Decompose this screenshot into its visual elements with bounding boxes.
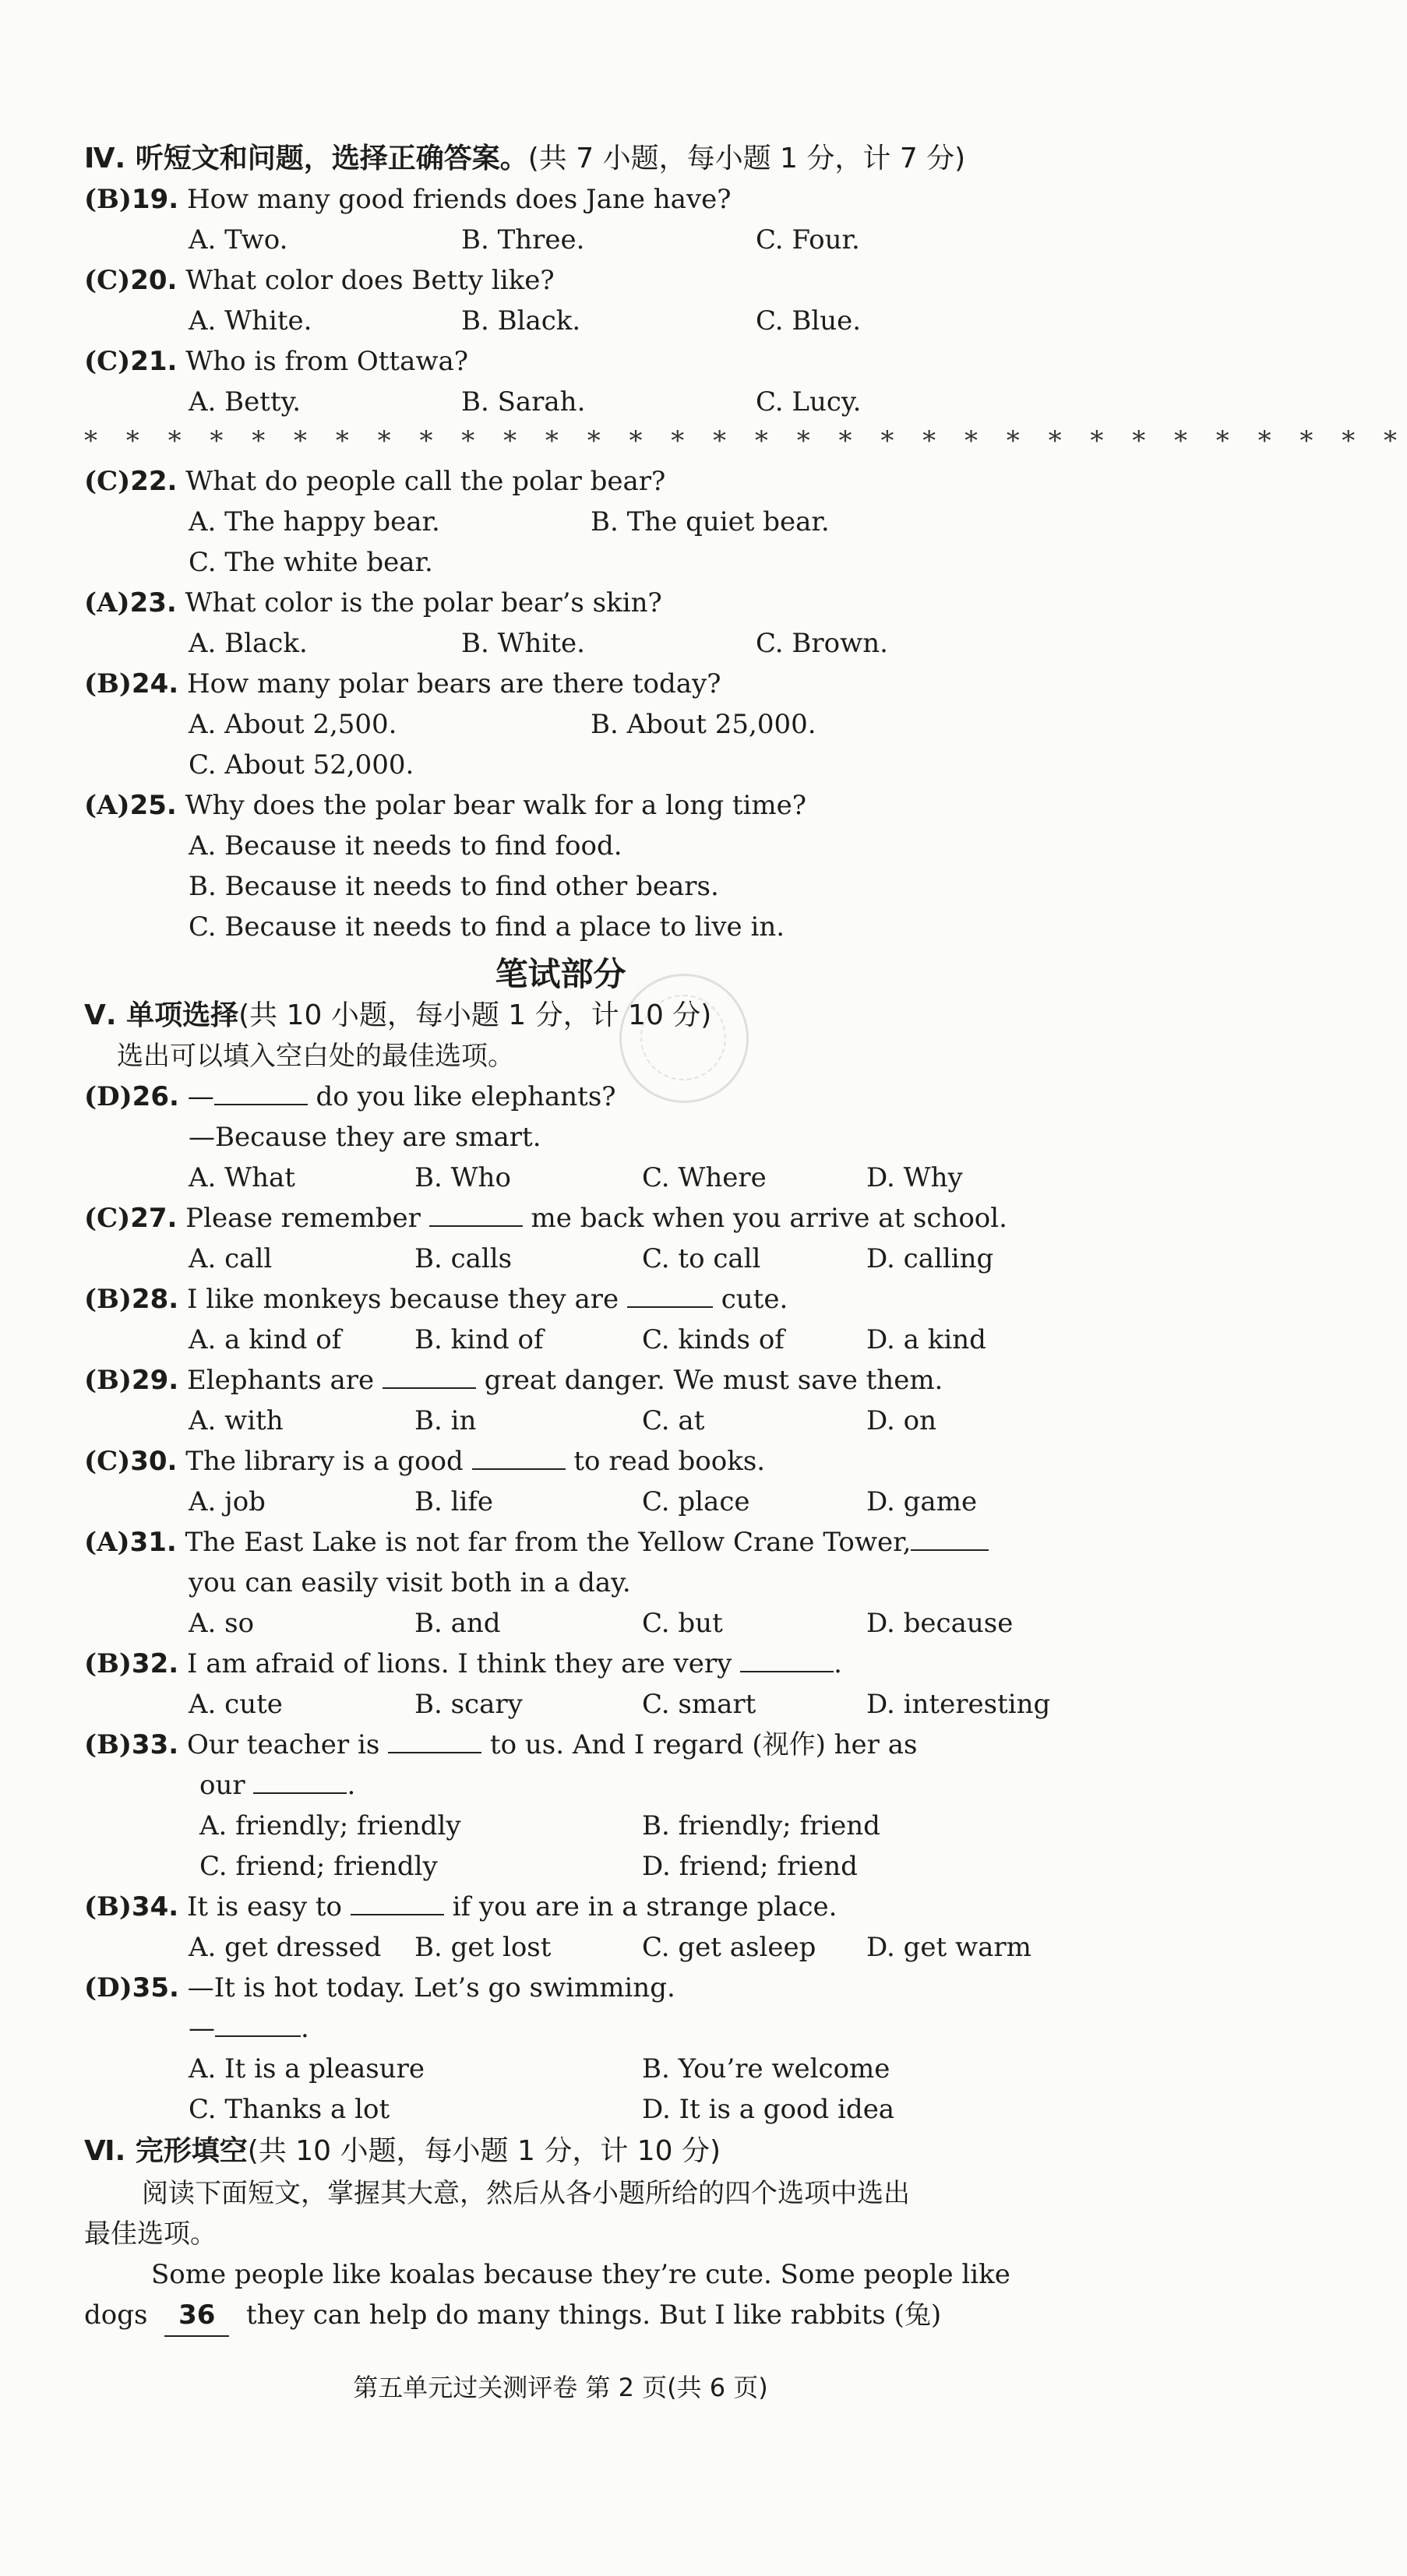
- question-33-post: to us. And I regard (视作) her as: [481, 1729, 918, 1760]
- question-29: [84, 1360, 1074, 1401]
- answer-29: (B): [84, 1365, 132, 1396]
- answer-blank[interactable]: [253, 1769, 347, 1794]
- question-25-text: Why does the polar bear walk for a long time?: [185, 790, 807, 821]
- answer-blank[interactable]: [215, 2012, 301, 2037]
- option-a[interactable]: A. Because it needs to find food.: [189, 830, 622, 862]
- question-29-post: great danger. We must save them.: [475, 1365, 943, 1396]
- passage-line-1: Some people like koalas because they’re cute. Some people like: [151, 2259, 1010, 2290]
- option-c[interactable]: C. Blue.: [756, 305, 862, 337]
- question-35: [84, 1968, 1074, 2008]
- section-6-scoring: (共 10 小题，每小题 1 分，计 10 分): [247, 2135, 721, 2167]
- option-a[interactable]: A. The happy bear.: [189, 506, 440, 537]
- question-23-options: [84, 623, 1074, 664]
- question-33-options-row2: [84, 1846, 1074, 1887]
- section-6-title: Ⅵ. 完形填空: [84, 2135, 248, 2167]
- option-b[interactable]: B. Because it needs to find other bears.: [189, 871, 719, 902]
- question-31: [84, 1522, 1074, 1563]
- question-35-options-row1: [84, 2049, 1074, 2089]
- section-4-scoring: (共 7 小题，每小题 1 分，计 7 分): [527, 143, 966, 174]
- answer-28: (B): [84, 1284, 132, 1315]
- option-a[interactable]: A. Two.: [189, 224, 288, 255]
- option-a[interactable]: A. with: [189, 1405, 284, 1436]
- answer-blank[interactable]: [351, 1891, 444, 1915]
- question-32-post: .: [834, 1648, 842, 1679]
- option-c[interactable]: C. About 52,000.: [189, 749, 414, 781]
- question-33-line2-pre: our: [199, 1770, 254, 1801]
- option-a[interactable]: A. friendly; friendly: [199, 1810, 461, 1841]
- answer-blank[interactable]: [740, 1647, 834, 1672]
- option-d[interactable]: D. because: [866, 1608, 1014, 1639]
- answer-33: (B): [84, 1729, 132, 1760]
- question-32-number: 32.: [131, 1648, 179, 1679]
- question-28-number: 28.: [131, 1284, 179, 1315]
- option-d[interactable]: D. calling: [866, 1243, 994, 1274]
- option-a[interactable]: A. About 2,500.: [189, 709, 397, 740]
- question-32-options: [84, 1684, 1074, 1725]
- question-28-options: [84, 1320, 1074, 1360]
- question-31-line2: [84, 1563, 1074, 1603]
- question-31-pre: The East Lake is not far from the Yellow Crane Tower,: [185, 1527, 912, 1558]
- question-21-options: [84, 382, 1074, 422]
- question-34-number: 34.: [131, 1891, 179, 1922]
- question-33-options-row1: [84, 1806, 1074, 1846]
- question-32: [84, 1644, 1074, 1684]
- passage-line-2-post: they can help do many things. But I like rabbits (兔): [246, 2299, 942, 2331]
- question-24-text: How many polar bears are there today?: [186, 668, 721, 700]
- question-28-post: cute.: [712, 1284, 788, 1315]
- option-c[interactable]: C. get asleep: [642, 1932, 816, 1963]
- option-c[interactable]: C. The white bear.: [189, 547, 433, 578]
- question-26-number: 26.: [132, 1081, 179, 1112]
- question-20-options: [84, 301, 1074, 341]
- question-35-options-row2: [84, 2089, 1074, 2130]
- question-34-post: if you are in a strange place.: [443, 1891, 838, 1922]
- question-27-options: [84, 1239, 1074, 1279]
- answer-30: (C): [84, 1446, 131, 1477]
- question-24-number: 24.: [131, 668, 179, 700]
- option-a[interactable]: A. It is a pleasure: [189, 2053, 425, 2084]
- passage-line-2: [84, 2295, 1074, 2335]
- option-d[interactable]: D. It is a good idea: [642, 2094, 895, 2125]
- option-b[interactable]: B. scary: [414, 1689, 523, 1720]
- option-a[interactable]: A. so: [189, 1608, 255, 1639]
- answer-blank[interactable]: [911, 1526, 989, 1551]
- question-22-number: 22.: [130, 466, 178, 497]
- question-20-text: What color does Betty like?: [185, 265, 555, 296]
- section-4-title: Ⅳ. 听短文和问题，选择正确答案。: [84, 143, 528, 174]
- question-19-text: How many good friends does Jane have?: [186, 184, 732, 215]
- question-33-number: 33.: [131, 1729, 179, 1760]
- question-24: [84, 664, 1074, 704]
- answer-21: (C): [84, 346, 131, 377]
- question-25: [84, 785, 1074, 826]
- question-34-options: [84, 1927, 1074, 1968]
- question-35-number: 35.: [132, 1972, 179, 2003]
- answer-20: (C): [84, 265, 131, 296]
- question-23-text: What color is the polar bear’s skin?: [185, 587, 662, 618]
- answer-26: (D): [84, 1081, 132, 1112]
- question-28: [84, 1279, 1074, 1320]
- option-a[interactable]: A. call: [189, 1243, 273, 1274]
- option-c[interactable]: C. Where: [642, 1162, 767, 1193]
- option-a[interactable]: A. job: [189, 1486, 266, 1517]
- question-30-pre: The library is a good: [185, 1446, 472, 1477]
- option-b[interactable]: B. Sarah.: [461, 386, 586, 418]
- question-19-number: 19.: [131, 184, 179, 215]
- question-26-post: do you like elephants?: [307, 1081, 616, 1112]
- question-25-option-c: [84, 907, 1074, 947]
- section-5-heading: [84, 996, 1074, 1036]
- question-20: [84, 260, 1074, 301]
- option-d[interactable]: D. get warm: [866, 1932, 1031, 1963]
- question-23-number: 23.: [129, 587, 177, 618]
- option-d[interactable]: D. interesting: [866, 1689, 1051, 1720]
- option-a[interactable]: A. cute: [189, 1689, 283, 1720]
- question-30-post: to read books.: [565, 1446, 766, 1477]
- answer-blank[interactable]: [627, 1283, 713, 1308]
- answer-23: (A): [84, 587, 130, 618]
- option-a[interactable]: A. White.: [189, 305, 312, 337]
- question-27-number: 27.: [130, 1203, 178, 1234]
- question-35-line2: [84, 2008, 1074, 2049]
- option-c[interactable]: C. Four.: [756, 224, 860, 255]
- answer-27: (C): [84, 1203, 131, 1234]
- star-divider: * * * * * * * * * * * * * * * * * * * * * * * * * * * * * * * *: [84, 425, 1407, 456]
- option-d[interactable]: D. Why: [866, 1162, 963, 1193]
- question-22-options-row1: [84, 502, 1074, 542]
- answer-blank[interactable]: [388, 1728, 481, 1753]
- question-24-options-row2: [84, 745, 1074, 785]
- question-34: [84, 1887, 1074, 1927]
- question-25-option-b: [84, 866, 1074, 907]
- option-b[interactable]: B. in: [414, 1405, 477, 1436]
- option-b[interactable]: B. and: [414, 1608, 501, 1639]
- option-b[interactable]: B. You’re welcome: [642, 2053, 890, 2084]
- question-33: [84, 1725, 1074, 1765]
- option-b[interactable]: B. life: [414, 1486, 494, 1517]
- option-c[interactable]: C. at: [642, 1405, 705, 1436]
- question-24-options-row1: [84, 704, 1074, 745]
- option-b[interactable]: B. Black.: [461, 305, 581, 337]
- section-5-scoring: (共 10 小题，每小题 1 分，计 10 分): [238, 999, 712, 1031]
- answer-blank[interactable]: [383, 1364, 476, 1389]
- option-c[interactable]: C. Lucy.: [756, 386, 862, 418]
- answer-blank[interactable]: [472, 1445, 566, 1470]
- option-a[interactable]: A. What: [189, 1162, 295, 1193]
- question-21: [84, 341, 1074, 382]
- question-33-pre: Our teacher is: [186, 1729, 389, 1760]
- option-c[interactable]: C. friend; friendly: [199, 1851, 438, 1882]
- option-b[interactable]: B. get lost: [414, 1932, 552, 1963]
- question-21-number: 21.: [130, 346, 178, 377]
- written-part-title: 笔试部分: [495, 955, 626, 993]
- section-4-heading: [84, 139, 1074, 179]
- question-27-post: me back when you arrive at school.: [522, 1203, 1007, 1234]
- section-5-instruction: 选出可以填入空白处的最佳选项。: [117, 1041, 514, 1072]
- option-d[interactable]: D. friend; friend: [642, 1851, 858, 1882]
- question-20-number: 20.: [130, 265, 178, 296]
- question-30: [84, 1441, 1074, 1482]
- question-23: [84, 583, 1074, 623]
- question-26-line2: [84, 1117, 1074, 1158]
- question-33-line2: [84, 1765, 1074, 1806]
- question-22-text: What do people call the polar bear?: [185, 466, 666, 497]
- option-b[interactable]: B. kind of: [414, 1324, 544, 1355]
- question-31-options: [84, 1603, 1074, 1644]
- section-6-instruction-2: 最佳选项。: [84, 2218, 217, 2250]
- question-34-pre: It is easy to: [186, 1891, 351, 1922]
- question-28-pre: I like monkeys because they are: [186, 1284, 627, 1315]
- option-c[interactable]: C. Thanks a lot: [189, 2094, 390, 2125]
- option-c[interactable]: C. smart: [642, 1689, 756, 1720]
- question-29-number: 29.: [131, 1365, 179, 1396]
- question-29-pre: Elephants are: [186, 1365, 383, 1396]
- question-22: [84, 461, 1074, 502]
- question-35-text: —It is hot today. Let’s go swimming.: [187, 1972, 675, 2003]
- question-30-options: [84, 1482, 1074, 1522]
- option-b[interactable]: B. calls: [414, 1243, 513, 1274]
- option-c[interactable]: C. Brown.: [756, 628, 888, 659]
- question-35-line2-post: .: [301, 2013, 309, 2044]
- question-32-pre: I am afraid of lions. I think they are very: [186, 1648, 741, 1679]
- option-b[interactable]: B. About 25,000.: [591, 709, 816, 740]
- answer-blank[interactable]: [429, 1202, 523, 1227]
- option-c[interactable]: C. place: [642, 1486, 750, 1517]
- option-c[interactable]: C. kinds of: [642, 1324, 785, 1355]
- option-b[interactable]: B. Who: [414, 1162, 511, 1193]
- question-27-pre: Please remember: [185, 1203, 429, 1234]
- question-26: [84, 1077, 1074, 1117]
- section-6-instruction-1: 阅读下面短文，掌握其大意，然后从各小题所给的四个选项中选出: [142, 2178, 910, 2209]
- question-26-pre: —: [187, 1081, 214, 1112]
- question-26-response: —Because they are smart.: [189, 1122, 541, 1153]
- answer-19: (B): [84, 184, 132, 215]
- option-b[interactable]: B. The quiet bear.: [591, 506, 830, 537]
- question-27: [84, 1198, 1074, 1239]
- option-b[interactable]: B. friendly; friend: [642, 1810, 880, 1841]
- section-6-heading: [84, 2131, 1074, 2172]
- question-25-number: 25.: [129, 790, 177, 821]
- question-19: [84, 179, 1074, 220]
- page-footer: 第五单元过关测评卷 第 2 页(共 6 页): [353, 2373, 768, 2402]
- question-30-number: 30.: [130, 1446, 178, 1477]
- question-31-number: 31.: [129, 1527, 177, 1558]
- option-c[interactable]: C. to call: [642, 1243, 761, 1274]
- answer-22: (C): [84, 466, 131, 497]
- passage-line-2-pre: dogs: [84, 2299, 148, 2331]
- option-a[interactable]: A. a kind of: [189, 1324, 342, 1355]
- option-a[interactable]: A. Betty.: [189, 386, 302, 418]
- cloze-blank-36[interactable]: 36: [164, 2295, 229, 2337]
- question-19-options: [84, 220, 1074, 260]
- answer-32: (B): [84, 1648, 132, 1679]
- option-a[interactable]: A. Black.: [189, 628, 308, 659]
- question-35-line2-pre: —: [189, 2013, 215, 2044]
- section-5-title: Ⅴ. 单项选择: [84, 999, 239, 1031]
- question-29-options: [84, 1401, 1074, 1441]
- option-d[interactable]: D. a kind: [866, 1324, 986, 1355]
- answer-blank[interactable]: [214, 1080, 308, 1105]
- answer-25: (A): [84, 790, 130, 821]
- question-22-options-row2: [84, 542, 1074, 583]
- option-c[interactable]: C. but: [642, 1608, 723, 1639]
- question-21-text: Who is from Ottawa?: [185, 346, 468, 377]
- option-d[interactable]: D. game: [866, 1486, 978, 1517]
- question-25-option-a: [84, 826, 1074, 866]
- answer-31: (A): [84, 1527, 130, 1558]
- option-a[interactable]: A. get dressed: [189, 1932, 382, 1963]
- answer-35: (D): [84, 1972, 132, 2003]
- answer-24: (B): [84, 668, 132, 700]
- option-b[interactable]: B. Three.: [461, 224, 585, 255]
- option-b[interactable]: B. White.: [461, 628, 585, 659]
- question-31-continuation: you can easily visit both in a day.: [189, 1567, 631, 1598]
- question-26-options: [84, 1158, 1074, 1198]
- answer-34: (B): [84, 1891, 132, 1922]
- question-33-line2-post: .: [347, 1770, 356, 1801]
- option-d[interactable]: D. on: [866, 1405, 937, 1436]
- option-c[interactable]: C. Because it needs to find a place to live in.: [189, 911, 785, 943]
